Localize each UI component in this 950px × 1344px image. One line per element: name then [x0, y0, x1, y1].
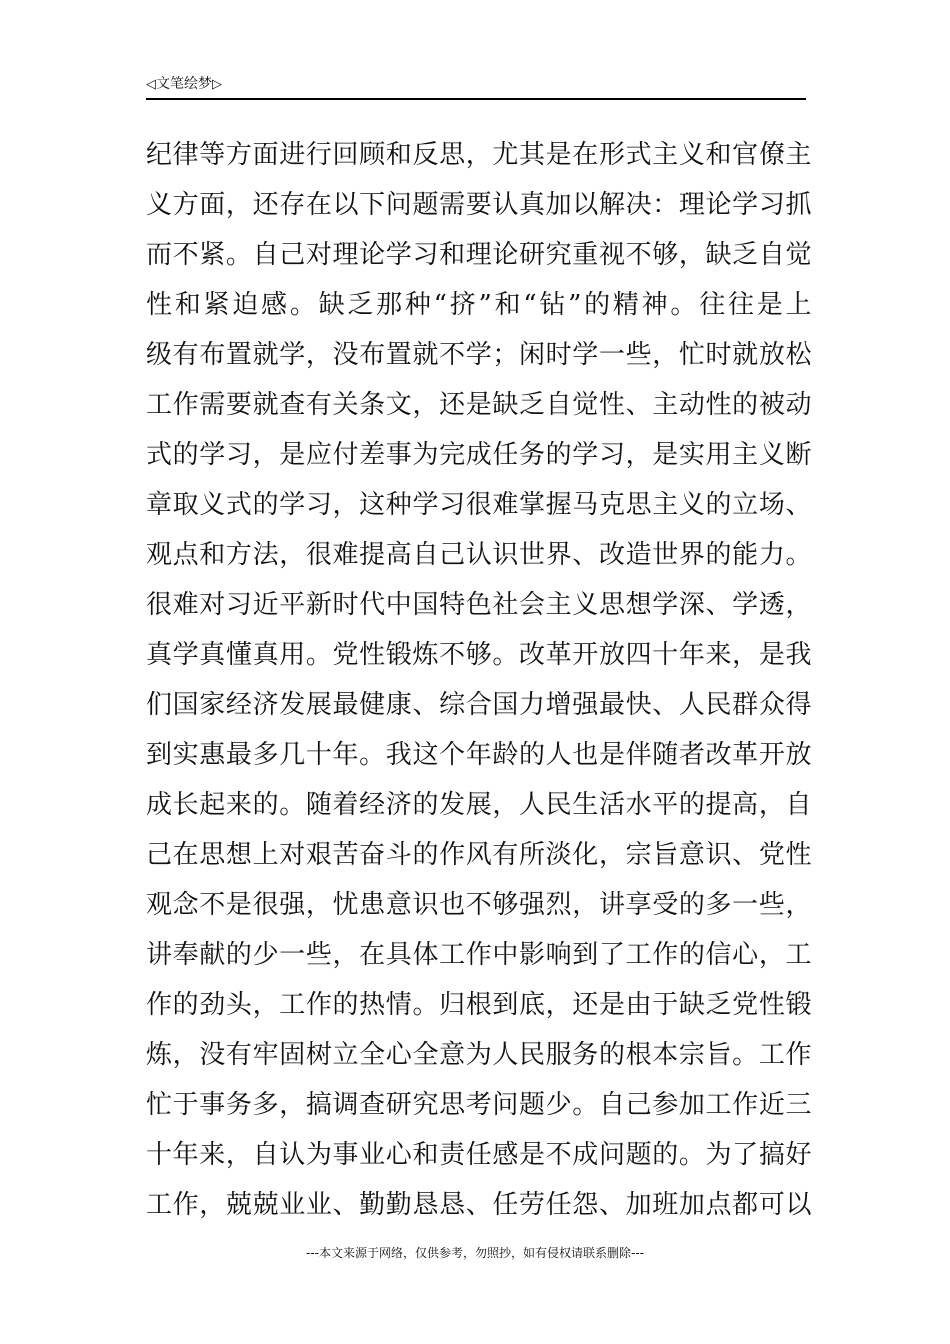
text-line: 讲奉献的少一些，在具体工作中影响到了工作的信心，工 — [146, 940, 812, 970]
text-line: 真学真懂真用。党性锻炼不够。改革开放四十年来，是我 — [146, 640, 812, 670]
text-line: 式的学习，是应付差事为完成任务的学习，是实用主义断 — [146, 440, 812, 470]
text-line: 忙于事务多，搞调查研究思考问题少。自己参加工作近三 — [146, 1090, 812, 1120]
text-line: 工作需要就查有关条文，还是缺乏自觉性、主动性的被动 — [146, 390, 812, 420]
text-line: 章取义式的学习，这种学习很难掌握马克思主义的立场、 — [146, 490, 812, 520]
text-line: 作的劲头，工作的热情。归根到底，还是由于缺乏党性锻 — [146, 990, 812, 1020]
text-line: 观点和方法，很难提高自己认识世界、改造世界的能力。 — [146, 540, 812, 570]
text-line: 己在思想上对艰苦奋斗的作风有所淡化，宗旨意识、党性 — [146, 840, 812, 870]
text-line: 而不紧。自己对理论学习和理论研究重视不够，缺乏自觉 — [146, 240, 812, 270]
text-line: 观念不是很强，忧患意识也不够强烈，讲享受的多一些， — [146, 890, 812, 920]
document-body — [146, 130, 812, 1230]
text-line: 纪律等方面进行回顾和反思，尤其是在形式主义和官僚主 — [146, 140, 812, 170]
text-line: 们国家经济发展最健康、综合国力增强最快、人民群众得 — [146, 690, 812, 720]
text-line: 到实惠最多几十年。我这个年龄的人也是伴随者改革开放 — [146, 740, 812, 770]
text-line: 成长起来的。随着经济的发展，人民生活水平的提高，自 — [146, 790, 812, 820]
text-line: 义方面，还存在以下问题需要认真加以解决：理论学习抓 — [146, 190, 812, 220]
text-line: 工作，兢兢业业、勤勤恳恳、任劳任怨、加班加点都可以 — [146, 1190, 812, 1220]
page-footer: ---本文来源于网络，仅供参考，勿照抄，如有侵权请联系删除--- — [306, 1246, 644, 1260]
text-line: 十年来，自认为事业心和责任感是不成问题的。为了搞好 — [146, 1140, 812, 1170]
text-line: 炼，没有牢固树立全心全意为人民服务的根本宗旨。工作 — [146, 1040, 812, 1070]
header-title — [146, 76, 222, 93]
page-header — [146, 72, 806, 100]
text-line: 级有布置就学，没布置就不学；闲时学一些，忙时就放松 — [146, 340, 812, 370]
text-line: 很难对习近平新时代中国特色社会主义思想学深、学透， — [146, 590, 812, 620]
header-title-text: 文笔绘梦 — [156, 76, 212, 92]
left-triangle-icon: ◁ — [146, 77, 156, 92]
right-triangle-icon: ▷ — [212, 77, 222, 92]
text-line: 性和紧迫感。缺乏那种“挤”和“钻”的精神。往往是上 — [146, 290, 812, 320]
